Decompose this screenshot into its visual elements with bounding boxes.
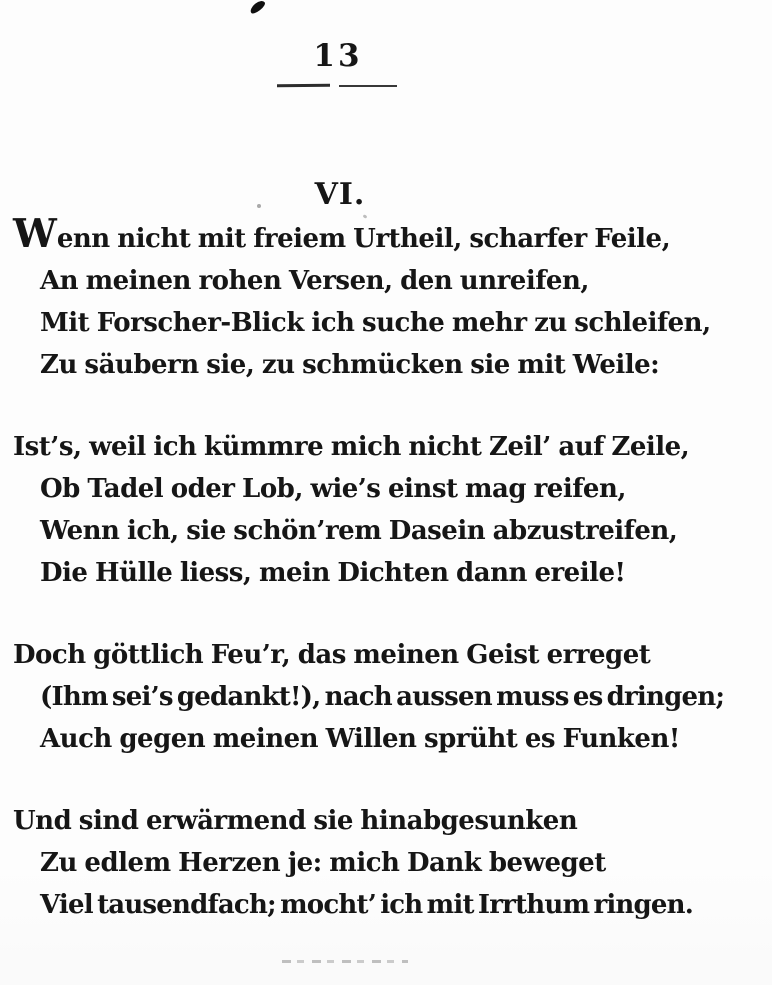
poem-line: Und sind erwärmend sie hinabgesunken [13, 806, 578, 836]
section-number: VI. [314, 177, 366, 212]
ink-blot-artifact [248, 0, 266, 15]
poem-line: Ob Tadel oder Lob, wie’s einst mag reifen, [40, 474, 626, 504]
stanza-2 [13, 426, 724, 594]
poem-line: Mit Forscher-Blick ich suche mehr zu schleifen, [40, 308, 711, 338]
poem-line: An meinen rohen Versen, den unreifen, [40, 266, 589, 296]
poem-line: Zu säubern sie, zu schmücken sie mit Weile: [40, 350, 660, 380]
poem-line: (Ihm sei’s gedankt!), nach aussen muss es dringen; [40, 682, 725, 712]
poem-line: Die Hülle liess, mein Dichten dann ereile! [40, 558, 626, 588]
poem-line-text: enn nicht mit freiem Urtheil, scharfer Feile, [56, 224, 671, 254]
stanza-3 [13, 634, 724, 760]
poem-line: Wenn ich, sie schön’rem Dasein abzustreifen, [40, 516, 678, 546]
poem-line: Zu edlem Herzen je: mich Dank beweget [40, 848, 606, 878]
poem [13, 211, 725, 966]
poem-line [13, 211, 724, 260]
stanza-1 [13, 211, 724, 386]
rule-dash [277, 83, 330, 87]
page-number-rule [277, 83, 399, 87]
bottom-rule-artifact [282, 960, 408, 963]
poem-line: Ist’s, weil ich kümmre mich nicht Zeil’ auf Zeile, [13, 432, 690, 462]
rule-dash [339, 85, 397, 87]
stanza-4 [13, 800, 724, 926]
drop-initial: W [13, 211, 57, 257]
poem-line: Auch gegen meinen Willen sprüht es Funken! [40, 724, 680, 754]
ink-speck [257, 204, 261, 208]
poem-line: Doch göttlich Feu’r, das meinen Geist erreget [13, 640, 651, 670]
page-number: 13 [313, 38, 363, 74]
poem-line: Viel tausendfach; mocht’ ich mit Irrthum ringen. [40, 890, 694, 920]
